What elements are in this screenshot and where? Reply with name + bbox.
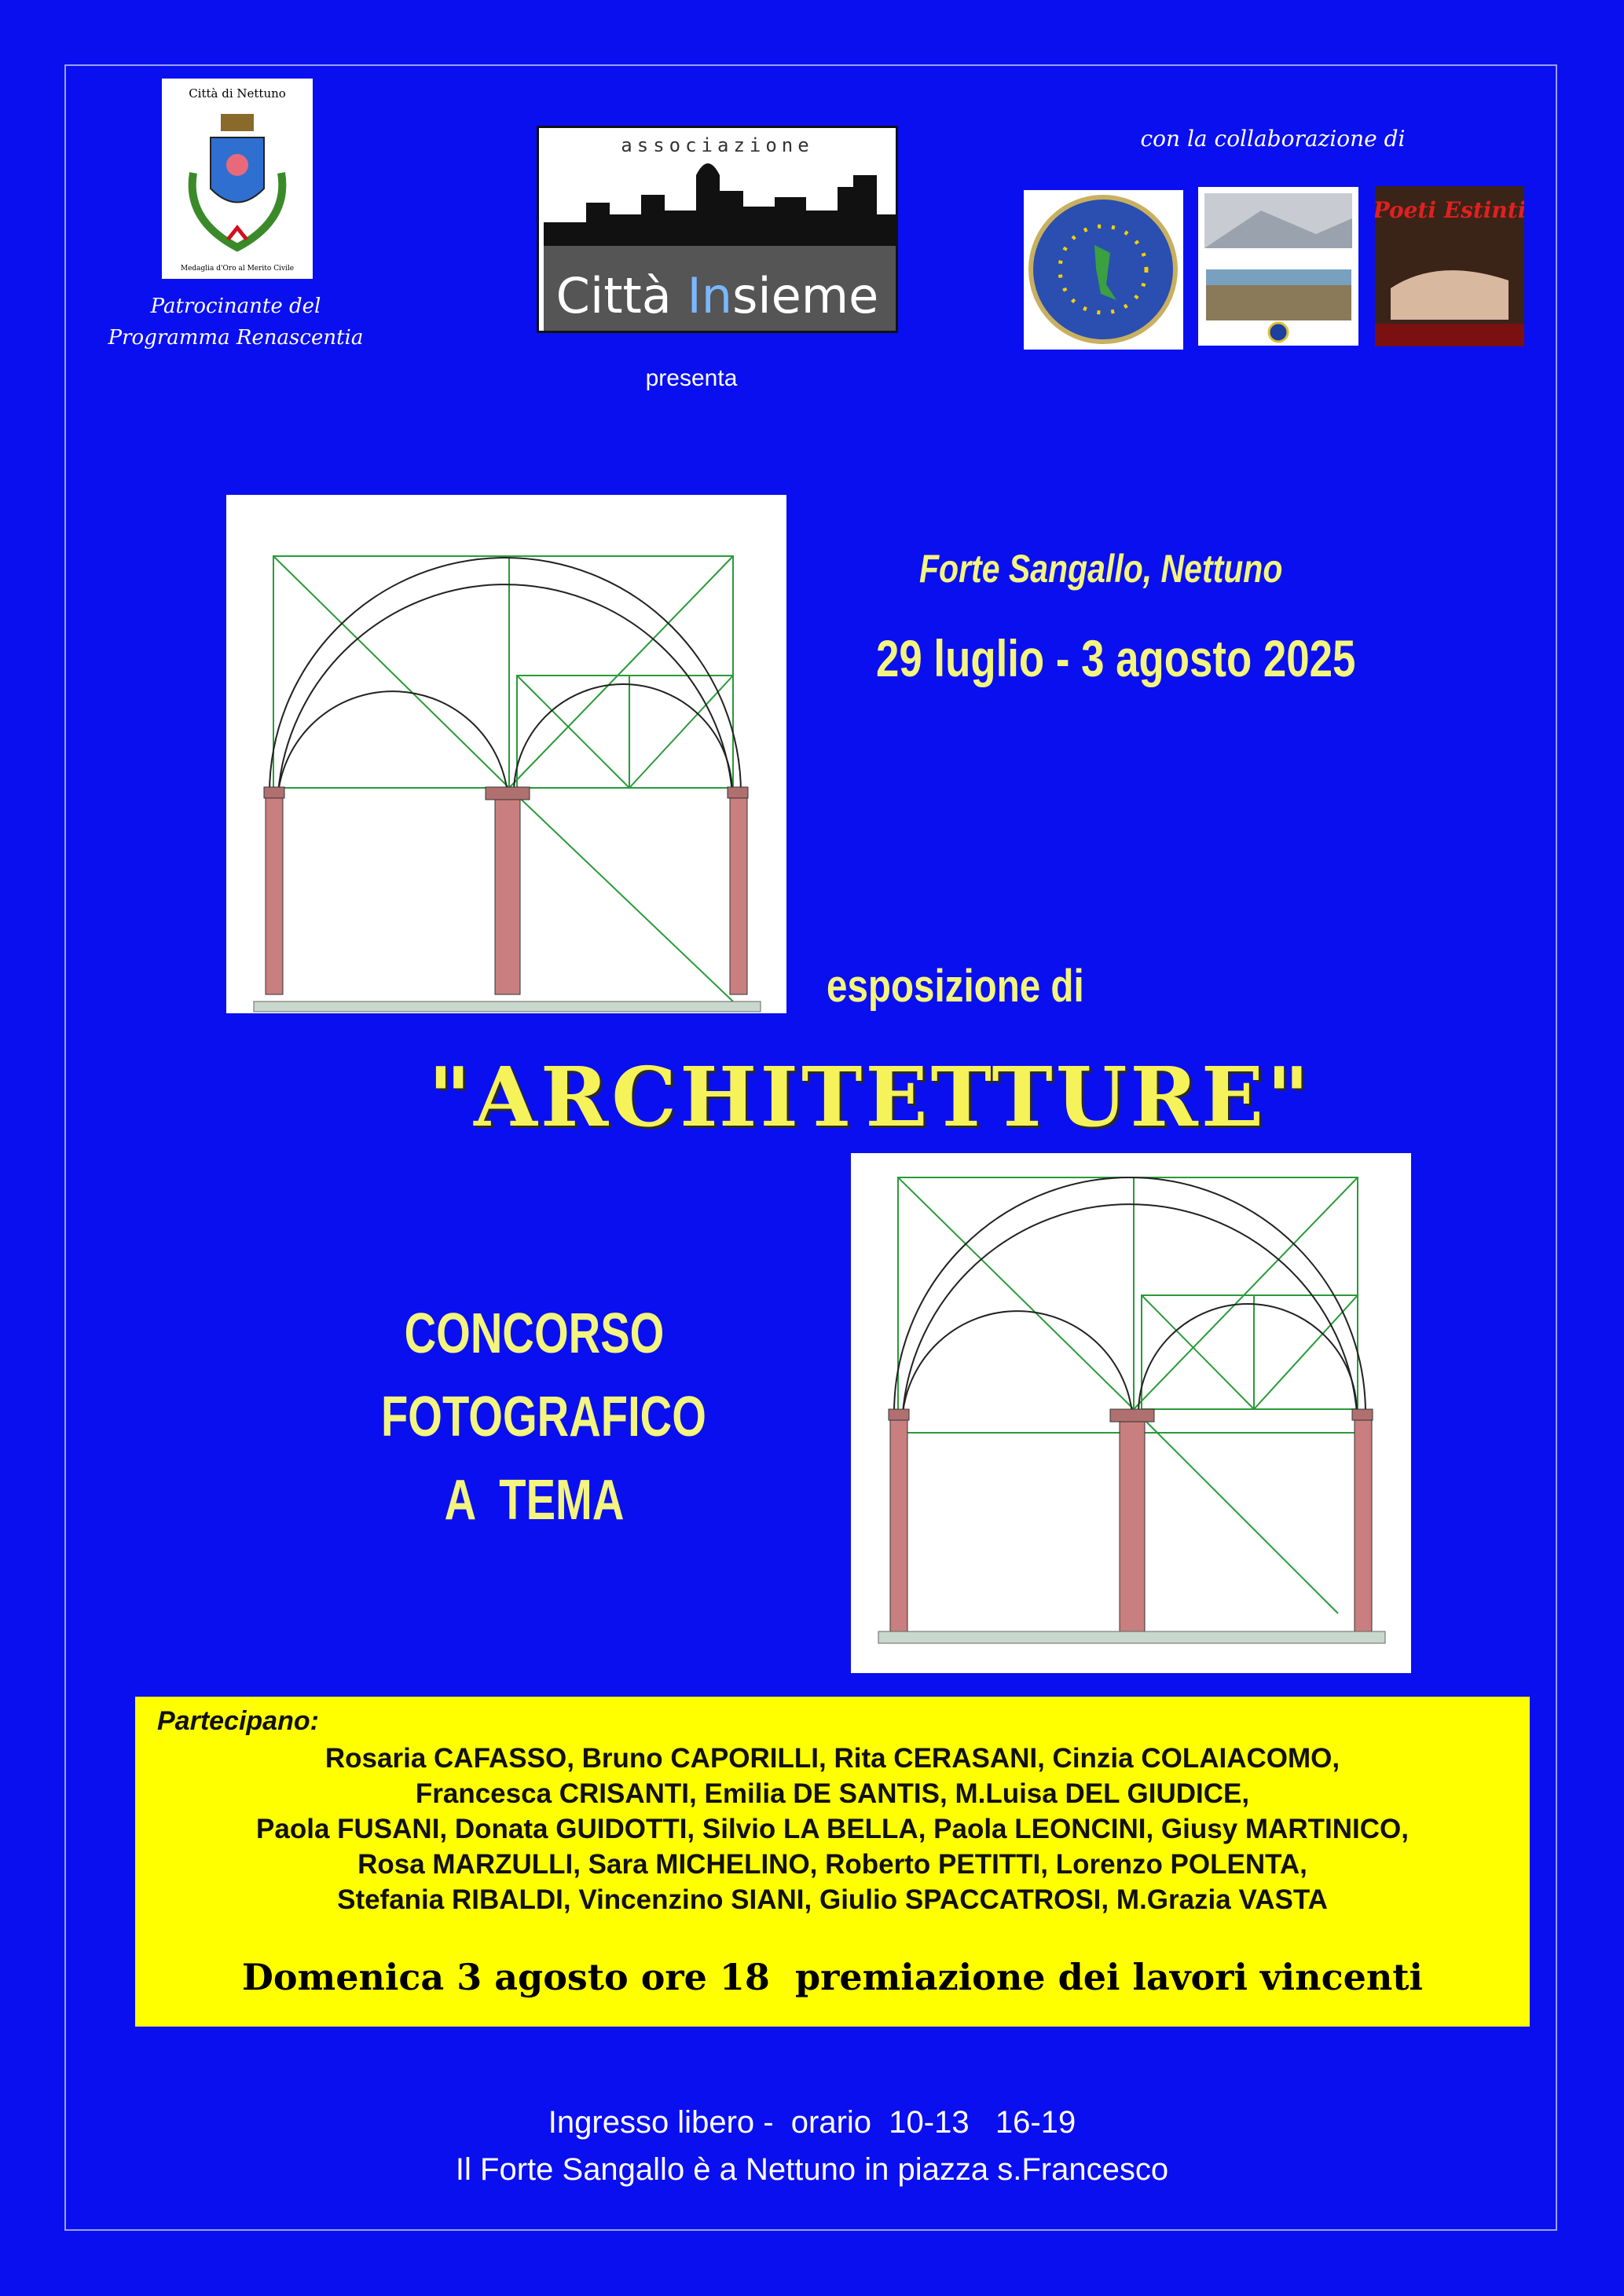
citta-insieme-logo	[537, 126, 898, 333]
partner-logo-2	[1198, 187, 1358, 346]
participants-box	[135, 1697, 1530, 2027]
city-motto: Medaglia d'Oro al Merito Civile	[180, 265, 295, 273]
association-name: Città Insieme	[555, 267, 879, 324]
presenta-text: presenta	[645, 365, 738, 391]
event-place: Forte Sangallo, Nettuno	[919, 547, 1283, 591]
participants-line: Rosa MARZULLI, Sara MICHELINO, Roberto PETITTI, Lorenzo POLENTA,	[357, 1849, 1307, 1880]
poeti-estinti-image-icon	[1375, 186, 1524, 346]
participants-heading: Partecipano:	[157, 1706, 319, 1736]
svg-text:Poeti Estinti: Poeti Estinti	[1375, 197, 1524, 223]
patronage-line-1: Patrocinante del	[150, 295, 321, 318]
event-dates: 29 luglio - 3 agosto 2025	[876, 629, 1356, 687]
contest-label	[381, 1292, 706, 1542]
partner-logo-3	[1375, 186, 1524, 346]
exhibition-label: esposizione di	[827, 961, 1084, 1012]
exhibition-title: "ARCHITETTURE"	[428, 1049, 1313, 1145]
arch-drawing-1	[226, 495, 786, 1013]
europe-circle-icon	[1024, 190, 1183, 350]
association-label: associazione	[621, 134, 814, 156]
patronage-text	[63, 291, 409, 353]
contest-line-3: A TEMA	[444, 1469, 625, 1532]
participants-line: Stefania RIBALDI, Vincenzino SIANI, Giulio SPACCATROSI, M.Grazia VASTA	[337, 1884, 1328, 1915]
patronage-line-2: Programma Renascentia	[108, 326, 364, 350]
collaboration-text: con la collaborazione di	[1140, 126, 1406, 152]
arch-drawing-2	[851, 1153, 1411, 1673]
villa-photo-icon	[1198, 187, 1358, 346]
participants-line: Rosaria CAFASSO, Bruno CAPORILLI, Rita CERASANI, Cinzia COLAIACOMO,	[324, 1743, 1340, 1774]
footer-hours: Ingresso libero - orario 10-13 16-19	[548, 2105, 1076, 2140]
award-ceremony-text: Domenica 3 agosto ore 18 premiazione dei lavori vincenti	[241, 1956, 1424, 1998]
contest-line-2: FOTOGRAFICO	[381, 1386, 706, 1448]
city-coat-of-arms-logo	[162, 79, 313, 279]
participants-list	[135, 1741, 1530, 1917]
coat-of-arms-icon	[162, 79, 313, 279]
footer-address: Il Forte Sangallo è a Nettuno in piazza s.Francesco	[455, 2152, 1169, 2187]
city-name: Città di Nettuno	[189, 86, 286, 101]
footer-info	[0, 2099, 1624, 2193]
arch-diagram-icon	[851, 1153, 1411, 1673]
participants-line: Paola FUSANI, Donata GUIDOTTI, Silvio LA BELLA, Paola LEONCINI, Giusy MARTINICO,	[256, 1814, 1409, 1844]
participants-line: Francesca CRISANTI, Emilia DE SANTIS, M.Luisa DEL GIUDICE,	[415, 1778, 1250, 1809]
arch-diagram-icon	[226, 495, 786, 1013]
contest-line-1: CONCORSO	[404, 1302, 665, 1365]
partner-logo-1	[1024, 190, 1183, 350]
